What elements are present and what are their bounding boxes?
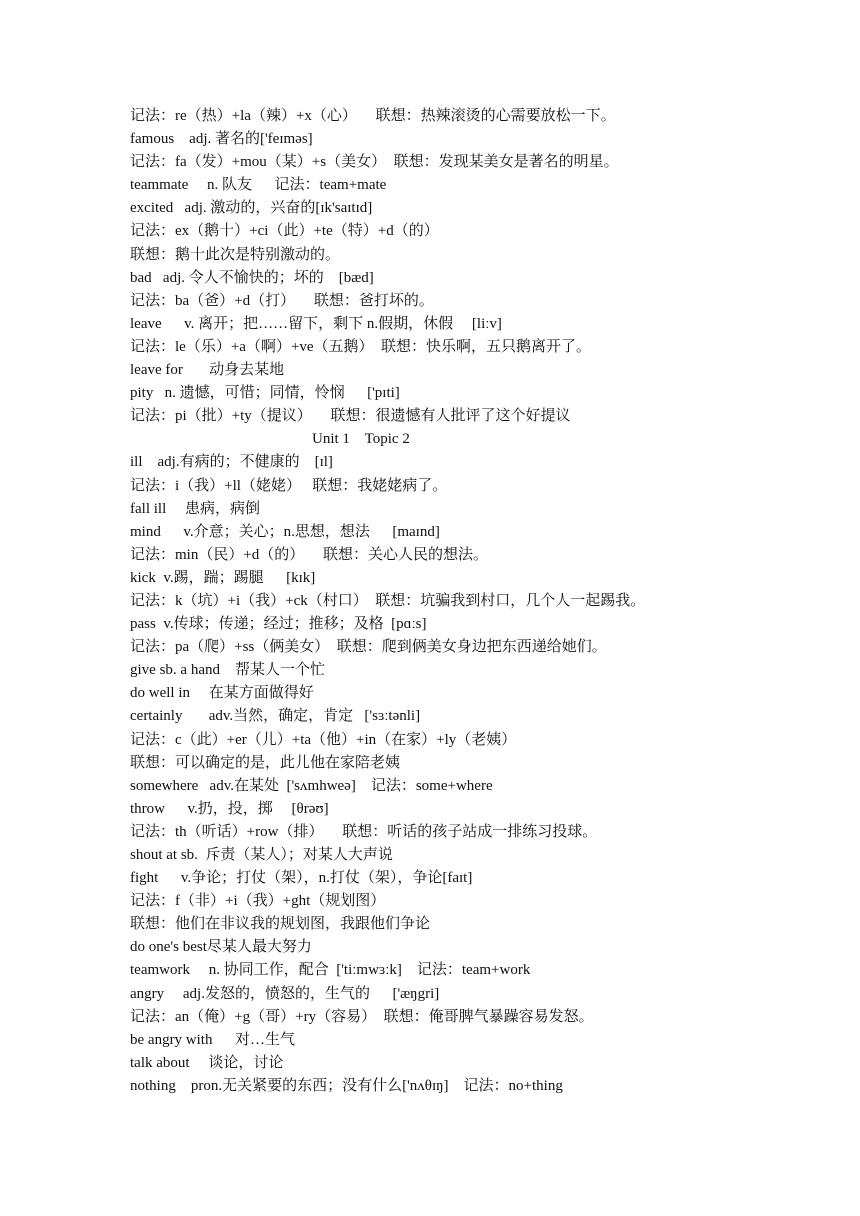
text-line: kick v.踢，踹；踢腿 [kɪk] <box>130 569 316 586</box>
section-heading: Unit 1 Topic 2 <box>312 431 410 448</box>
text-line: 记法：le（乐）+a（啊）+ve（五鹅） 联想：快乐啊，五只鹅离开了。 <box>130 338 592 355</box>
text-line: excited adj. 激动的，兴奋的[ɪk'saɪtɪd] <box>130 200 373 217</box>
text-line: 记法：pa（爬）+ss（俩美女） 联想：爬到俩美女身边把东西递给她们。 <box>130 639 607 656</box>
text-line: 记法：fa（发）+mou（某）+s（美女） 联想：发现某美女是著名的明星。 <box>130 154 619 171</box>
vocabulary-notes <box>130 105 820 1098</box>
text-line: 记法：i（我）+ll（姥姥） 联想：我姥姥病了。 <box>130 477 448 494</box>
text-line: 联想：他们在非议我的规划图，我跟他们争论 <box>130 916 431 933</box>
text-line: pity n. 遗憾，可惜；同情，怜悯 ['pɪti] <box>130 385 400 402</box>
text-line: 记法：f（非）+i（我）+ght（规划图） <box>130 893 386 910</box>
text-line: somewhere adv.在某处 ['sʌmhweə] 记法：some+where <box>130 777 493 794</box>
text-line: famous adj. 著名的['feɪməs] <box>130 131 313 148</box>
text-line: fight v.争论；打仗（架），n.打仗（架），争论[faɪt] <box>130 870 473 887</box>
text-line: 记法：pi（批）+ty（提议） 联想：很遗憾有人批评了这个好提议 <box>130 408 571 425</box>
text-line: talk about 谈论，讨论 <box>130 1054 284 1071</box>
text-line: 记法：c（此）+er（儿）+ta（他）+in（在家）+ly（老姨） <box>130 731 517 748</box>
text-line: 记法：an（俺）+g（哥）+ry（容易） 联想：俺哥脾气暴躁容易发怒。 <box>130 1008 594 1025</box>
text-line: throw v.扔，投，掷 [θrəʊ] <box>130 800 329 817</box>
text-line: teammate n. 队友 记法：team+mate <box>130 177 387 194</box>
text-line: be angry with 对…生气 <box>130 1031 295 1048</box>
text-line: 记法：th（听话）+row（排） 联想：听话的孩子站成一排练习投球。 <box>130 823 598 840</box>
text-line: 记法：ba（爸）+d（打） 联想：爸打坏的。 <box>130 292 434 309</box>
text-line: mind v.介意；关心；n.思想，想法 [maɪnd] <box>130 523 440 540</box>
text-line: 联想：可以确定的是，此儿他在家陪老姨 <box>130 754 401 771</box>
text-line: 联想：鹅十此次是特别激动的。 <box>130 246 341 263</box>
text-line: fall ill 患病，病倒 <box>130 500 260 517</box>
text-line: bad adj. 令人不愉快的；坏的 [bæd] <box>130 269 374 286</box>
text-line: certainly adv.当然，确定，肯定 ['sɜːtənli] <box>130 708 421 725</box>
text-line: angry adj.发怒的，愤怒的，生气的 ['æŋgri] <box>130 985 440 1002</box>
text-line: 记法：min（民）+d（的） 联想：关心人民的想法。 <box>130 546 489 563</box>
text-line: leave for 动身去某地 <box>130 362 285 379</box>
text-line: 记法：k（坑）+i（我）+ck（村口） 联想：坑骗我到村口，几个人一起踢我。 <box>130 592 646 609</box>
text-line: leave v. 离开；把……留下，剩下 n.假期，休假 [liːv] <box>130 315 502 332</box>
text-line: do one's best尽某人最大努力 <box>130 939 312 956</box>
text-line: teamwork n. 协同工作，配合 ['tiːmwɜːk] 记法：team+work <box>130 962 531 979</box>
text-line: 记法：ex（鹅十）+ci（此）+te（特）+d（的） <box>130 223 439 240</box>
text-line: nothing pron.无关紧要的东西；没有什么['nʌθɪŋ] 记法：no+thing <box>130 1077 563 1094</box>
text-line: 记法：re（热）+la（辣）+x（心） 联想：热辣滚烫的心需要放松一下。 <box>130 108 616 124</box>
text-line: give sb. a hand 帮某人一个忙 <box>130 662 325 679</box>
text-line: do well in 在某方面做得好 <box>130 685 314 702</box>
text-line: pass v.传球；传递；经过；推移；及格 [pɑːs] <box>130 616 427 633</box>
text-line: ill adj.有病的；不健康的 [ɪl] <box>130 454 333 471</box>
text-line: shout at sb. 斥责（某人）；对某人大声说 <box>130 847 393 863</box>
